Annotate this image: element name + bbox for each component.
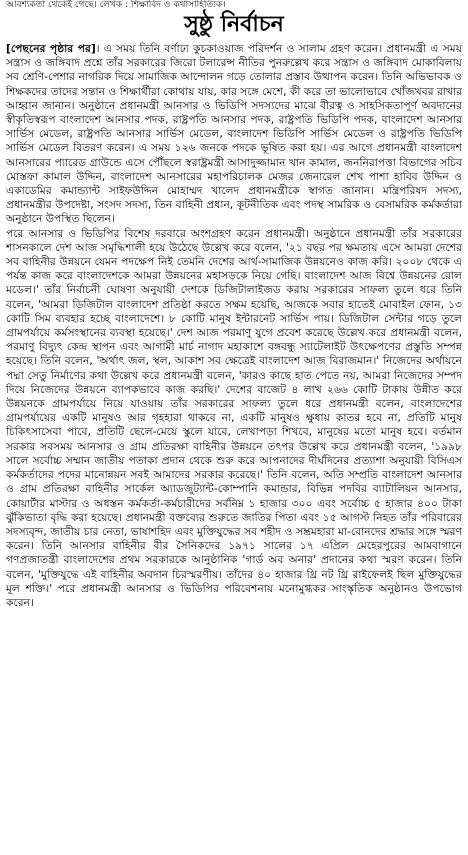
- previous-article-footer: আবশ্যকতা থেকেই গেছে। লেখক : শিক্ষাবিদ ও কথাসাহিত্যিক।: [6, 0, 226, 10]
- continued-label: [পেছনের পৃষ্ঠার পর]: [6, 42, 96, 55]
- headline: সুষ্ঠু নির্বাচন: [184, 12, 284, 37]
- article-paragraph: [6, 42, 462, 227]
- article-paragraph: পরে আনসার ও ভিডিপির বিশেষ দরবারে অংশগ্রহণ করেন প্রধানমন্ত্রী। অনুষ্ঠানে প্রধানমন্ত্রী তাঁর সরকারের শাসনকালে দেশ আজ সমৃদ্ধিশালী হয়ে উঠেছে উল্লেখ করে বলেন, '২১ বছর পর ক্ষমতায় এসে আমরা দেশের সব বাহিনীর উন্নয়নে যেমন পদক্ষেপ নিই তেমনি দেশের আর্থ-সামাজিক উন্নয়নেও কাজ করি। ২০০৮ থেকে এ পর্যন্ত কাজ করে বাংলাদেশকে আমরা উন্নয়নের মহাসড়কে নিয়ে গেছি। বাংলাদেশ আজ বিশ্বে উন্নয়নের রোল মডেল।' তাঁর নির্বাচনী ঘোষণা অনুযায়ী দেশকে ডিজিটালাইজড করায় সরকারের সাফল্য তুলে ধরে তিনি বলেন, 'আমরা ডিজিটাল বাংলাদেশ প্রতিষ্ঠা করতে সক্ষম হয়েছি, আজকে সবার হাতেই মোবাইল ফোন, ১৩ কোটি সিম ব্যবহার হচ্ছে বাংলাদেশে। ৮ কোটি মানুষ ইন্টারনেট সার্ভিস পায়। ডিজিটাল সেন্টার গড়ে তুলে গ্রামপর্যায়ে কর্মসংস্থানের ব্যবস্থা হয়েছে।' দেশ আজ পরমাণু যুগে প্রবেশ করেছে উল্লেখ করে প্রধানমন্ত্রী বলেন, পরমাণু বিদ্যুৎ কেন্দ্র স্থাপন এবং আগামী মার্চ নাগাদ মহাকাশে বঙ্গবন্ধু স্যাটেলাইট উৎক্ষেপণের প্রস্তুতি সম্পন্ন হয়েছে। তিনি বলেন, 'অর্থাৎ জল, স্থল, আকাশ সব ক্ষেত্রেই বাংলাদেশ আজ বিরাজমান।' নিজেদের অর্থায়নে পদ্মা সেতু নির্মাণের কথা উল্লেখ করে প্রধানমন্ত্রী বলেন, 'কারও কাছে হাত পেতে নয়, আমরা নিজেদের সম্পদ দিয়ে নিজেদের উন্নয়নে ব্যাপকভাবে কাজ করছি।' দেশের বাজেট ৪ লাখ ২৬৬ কোটি টাকায় উন্নীত করে উন্নয়নকে গ্রামপর্যায়ে নিয়ে যাওয়ায় তাঁর সরকারের সাফল্য তুলে ধরে প্রধানমন্ত্রী বলেন, বাংলাদেশের গ্রামপর্যায়ের একটি মানুষও আর গৃহহারা থাকবে না, একটি মানুষও ক্ষুধায় কাতর হবে না, প্রতিটি মানুষ চিকিৎসাসেবা পাবে, প্রতিটি ছেলে-মেয়ে স্কুলে যাবে, লেখাপড়া শিখবে, মানুষের মতো মানুষ হবে। বর্তমান সরকার সবসময় আনসার ও গ্রাম প্রতিরক্ষা বাহিনীর উন্নয়নে তৎপর উল্লেখ করে প্রধানমন্ত্রী বলেন, '১৯৯৮ সালে সর্বোচ্চ সম্মান জাতীয় পতাকা প্রদান থেকে শুরু করে আপনাদের দীর্ঘদিনের প্রত্যাশা অনুযায়ী বিসিএস কর্মকর্তাদের পদের মানোন্নয়ন সবই আমাদের সরকার করেছে।' তিনি বলেন, অতি সম্প্রতি বাংলাদেশ আনসার ও গ্রাম প্রতিরক্ষা বাহিনীর সার্কেল অ্যাডজুট্যান্ট-কোম্পানি কমান্ডার, বিভিন্ন পদবির ব্যাটালিয়ন আনসার, কোয়ার্টার মাস্টার ও অধস্তন কর্মকর্তা-কর্মচারীদের সর্বনিম্ন ১ হাজার ৩০০ এবং সর্বোচ্চ ৫ হাজার ৪০০ টাকা ঝুঁকিভাতা বৃদ্ধি করা হয়েছে। প্রধানমন্ত্রী বক্তব্যের শুরুতে জাতির পিতা এবং ১৫ আগস্ট নিহত তাঁর পরিবারের সদস্যবৃন্দ, জাতীয় চার নেতা, ভাষাশহিদ এবং মুক্তিযুদ্ধের সব শহীদ ও সম্ভ্রমহারা মা-বোনদের শ্রদ্ধার সঙ্গে স্মরণ করেন। তিনি আনসার বাহিনীর বীর সৈনিকদের ১৯৭১ সালের ১৭ এপ্রিল মেহেরপুরের আমবাগানে গণপ্রজাতন্ত্রী বাংলাদেশের প্রথম সরকারকে আনুষ্ঠানিক 'গার্ড অব অনার' প্রদানের কথা স্মরণ করেন। তিনি বলেন, 'মুক্তিযুদ্ধে এই বাহিনীর অবদান চিরস্মরণীয়। তাঁদের ৪০ হাজার থ্রি নট থ্রি রাইফেলই ছিল মুক্তিযুদ্ধের মূল শক্তি।' পরে প্রধানমন্ত্রী আনসার ও ভিডিপির পরিবেশনায় মনোমুগ্ধকর সাংস্কৃতিক অনুষ্ঠানও উপভোগ করেন।: [6, 226, 462, 609]
- paragraph-text: । এ সময় তিনি বর্ণাঢ্য কুচকাওয়াজ পরিদর্শন ও সালাম গ্রহণ করেন। প্রধানমন্ত্রী এ সময় সন্ত্রাস ও জঙ্গিবাদ প্রশ্নে তাঁর সরকারের জিরো টলারেন্স নীতির পুনরুল্লেখ করে সন্ত্রাস ও জঙ্গিবাদ মোকাবিলায় সব শ্রেণি-পেশার নাগরিক দিয়ে সামাজিক আন্দোলন গড়ে তোলার প্রস্তাব উত্থাপন করেন। তিনি অভিভাবক ও শিক্ষকদের তাদের সন্তান ও শিক্ষার্থীরা কোথায় যায়, কার সঙ্গে মেশে, কী করে তা ভালোভাবে খোঁজখবর রাখার আহ্বান জানান। অনুষ্ঠানে প্রধানমন্ত্রী আনসার ও ভিডিপি সদস্যদের মাঝে বীরত্ব ও সাহসিকতাপূর্ণ অবদানের স্বীকৃতিস্বরূপ বাংলাদেশ আনসার পদক, রাষ্ট্রপতি আনসার পদক, রাষ্ট্রপতি ভিডিপি পদক, বাংলাদেশ আনসার সার্ভিস মেডেল, রাষ্ট্রপতি আনসার সার্ভিস মেডেল, বাংলাদেশ ভিডিপি সার্ভিস মেডেল ও রাষ্ট্রপতি ভিডিপি সার্ভিস মেডেল বিতরণ করেন। এ সময় ১২৬ জনকে পদকে ভূষিত করা হয়। এর আগে প্রধানমন্ত্রী বাংলাদেশ আনসারের প্যারেড গ্রাউন্ডে এসে পৌঁছলে স্বরাষ্ট্রমন্ত্রী আসাদুজ্জামান খান কামাল, জননিরাপত্তা বিভাগের সচিব মোস্তফা কামাল উদ্দিন, বাংলাদেশ আনসারের মহাপরিচালক মেজর জেনারেল শেখ পাশা হাবিব উদ্দিন ও একাডেমির কমান্ড্যান্ট সাইফউদ্দিন মোহাম্মদ খালেদ প্রধানমন্ত্রীকে স্বাগত জানান। মন্ত্রিপরিষদ সদস্য, প্রধানমন্ত্রীর উপদেষ্টা, সংসদ সদস্য, তিন বাহিনী প্রধান, কূটনীতিক এবং পদস্থ সামরিক ও বেসামরিক কর্মকর্তারা অনুষ্ঠানে উপস্থিত ছিলেন।: [6, 42, 462, 226]
- article-body: [6, 42, 462, 852]
